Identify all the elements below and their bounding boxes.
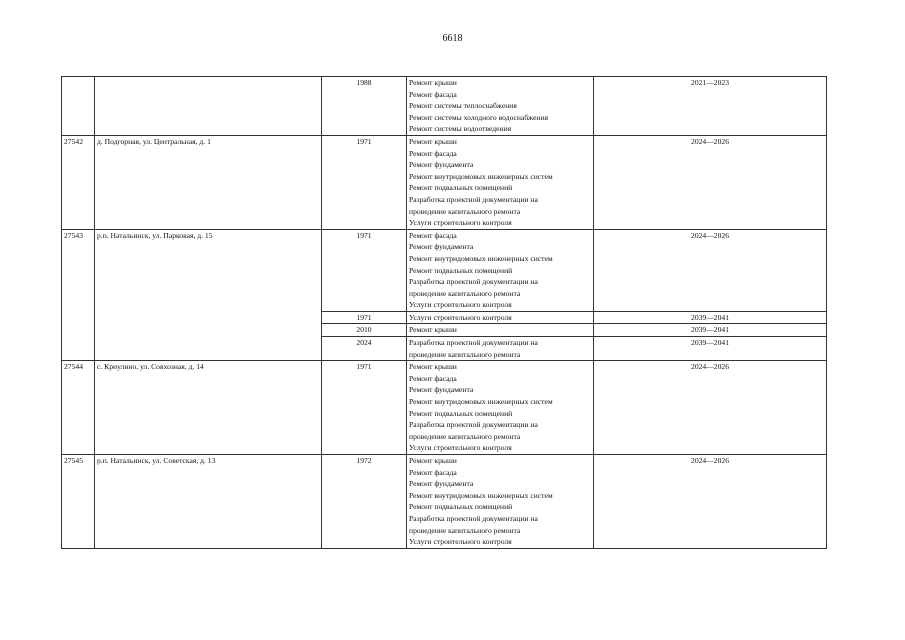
period-cell: 2024—2026 (594, 361, 827, 455)
year-cell: 1971 (322, 229, 407, 311)
period-cell: 2039—2041 (594, 324, 827, 337)
address-cell: с. Криулино, ул. Совхозная, д. 14 (95, 361, 322, 455)
work-item: Услуги строительного контроля (409, 218, 512, 228)
address-cell: р.п. Натальинск, ул. Советская, д. 13 (95, 455, 322, 549)
works-cell (407, 229, 594, 311)
work-item: Разработка проектной документации на (409, 513, 538, 523)
works-cell (407, 324, 594, 337)
address-cell (95, 77, 322, 136)
work-item: Разработка проектной документации на (409, 420, 538, 430)
works-cell (407, 361, 594, 455)
year-cell: 1971 (322, 135, 407, 229)
work-item: Ремонт внутридомовых инженерных систем (409, 490, 553, 500)
work-item: Ремонт фундамента (409, 160, 474, 170)
work-item: проведение капитального ремонта (409, 525, 521, 535)
work-item: проведение капитального ремонта (409, 206, 521, 216)
year-cell: 1972 (322, 455, 407, 549)
period-cell: 2024—2026 (594, 455, 827, 549)
work-item: Ремонт фасада (409, 373, 457, 383)
work-item: Услуги строительного контроля (409, 312, 512, 322)
work-item: проведение капитального ремонта (409, 288, 521, 298)
work-item: Ремонт фундамента (409, 242, 474, 252)
year-cell: 1988 (322, 77, 407, 136)
repair-schedule-table (61, 76, 827, 549)
work-item: Ремонт подвальных помещений (409, 265, 513, 275)
row-number: 27545 (62, 455, 95, 549)
period-cell: 2021—2023 (594, 77, 827, 136)
year-cell: 1971 (322, 311, 407, 324)
work-item: Ремонт фундамента (409, 479, 474, 489)
work-item: Разработка проектной документации на (409, 338, 538, 348)
works-cell (407, 77, 594, 136)
work-item: Ремонт фасада (409, 230, 457, 240)
work-item: проведение капитального ремонта (409, 431, 521, 441)
work-item: Ремонт системы водоотведения (409, 124, 512, 134)
works-cell (407, 337, 594, 361)
work-item: Ремонт крыши (409, 78, 457, 87)
work-item: Ремонт крыши (409, 362, 457, 372)
work-item: Ремонт крыши (409, 136, 457, 146)
table-row (62, 77, 827, 136)
work-item: Услуги строительного контроля (409, 537, 512, 547)
address-cell: д. Подгорная, ул. Центральная, д. 1 (95, 135, 322, 229)
work-item: Ремонт фасада (409, 467, 457, 477)
work-item: Ремонт крыши (409, 456, 457, 465)
period-cell: 2024—2026 (594, 229, 827, 311)
work-item: Ремонт подвальных помещений (409, 502, 513, 512)
year-cell: 2010 (322, 324, 407, 337)
work-item: Разработка проектной документации на (409, 277, 538, 287)
work-item: Ремонт подвальных помещений (409, 183, 513, 193)
work-item: Ремонт внутридомовых инженерных систем (409, 253, 553, 263)
row-number: 27544 (62, 361, 95, 455)
table-row (62, 229, 827, 311)
work-item: Ремонт системы холодного водоснабжения (409, 112, 549, 122)
works-cell (407, 311, 594, 324)
work-item: Ремонт подвальных помещений (409, 408, 513, 418)
works-cell (407, 455, 594, 549)
works-cell (407, 135, 594, 229)
period-cell: 2039—2041 (594, 337, 827, 361)
work-item: Ремонт фундамента (409, 385, 474, 395)
row-number: 27542 (62, 135, 95, 229)
table-row (62, 361, 827, 455)
page-number: 6618 (442, 33, 463, 44)
work-item: Услуги строительного контроля (409, 443, 512, 453)
work-item: Разработка проектной документации на (409, 194, 538, 204)
row-number (62, 77, 95, 136)
table-row (62, 135, 827, 229)
period-cell: 2039—2041 (594, 311, 827, 324)
work-item: Ремонт фасада (409, 89, 457, 99)
work-item: Ремонт крыши (409, 325, 457, 335)
table-row (62, 455, 827, 549)
address-cell: р.п. Натальинск, ул. Парковая, д. 15 (95, 229, 322, 361)
work-item: Ремонт фасада (409, 148, 457, 158)
year-cell: 2024 (322, 337, 407, 361)
work-item: Ремонт системы теплоснабжения (409, 101, 517, 111)
year-cell: 1971 (322, 361, 407, 455)
row-number: 27543 (62, 229, 95, 361)
work-item: Ремонт внутридомовых инженерных систем (409, 397, 553, 407)
work-item: Услуги строительного контроля (409, 300, 512, 310)
work-item: проведение капитального ремонта (409, 349, 521, 359)
period-cell: 2024—2026 (594, 135, 827, 229)
work-item: Ремонт внутридомовых инженерных систем (409, 171, 553, 181)
